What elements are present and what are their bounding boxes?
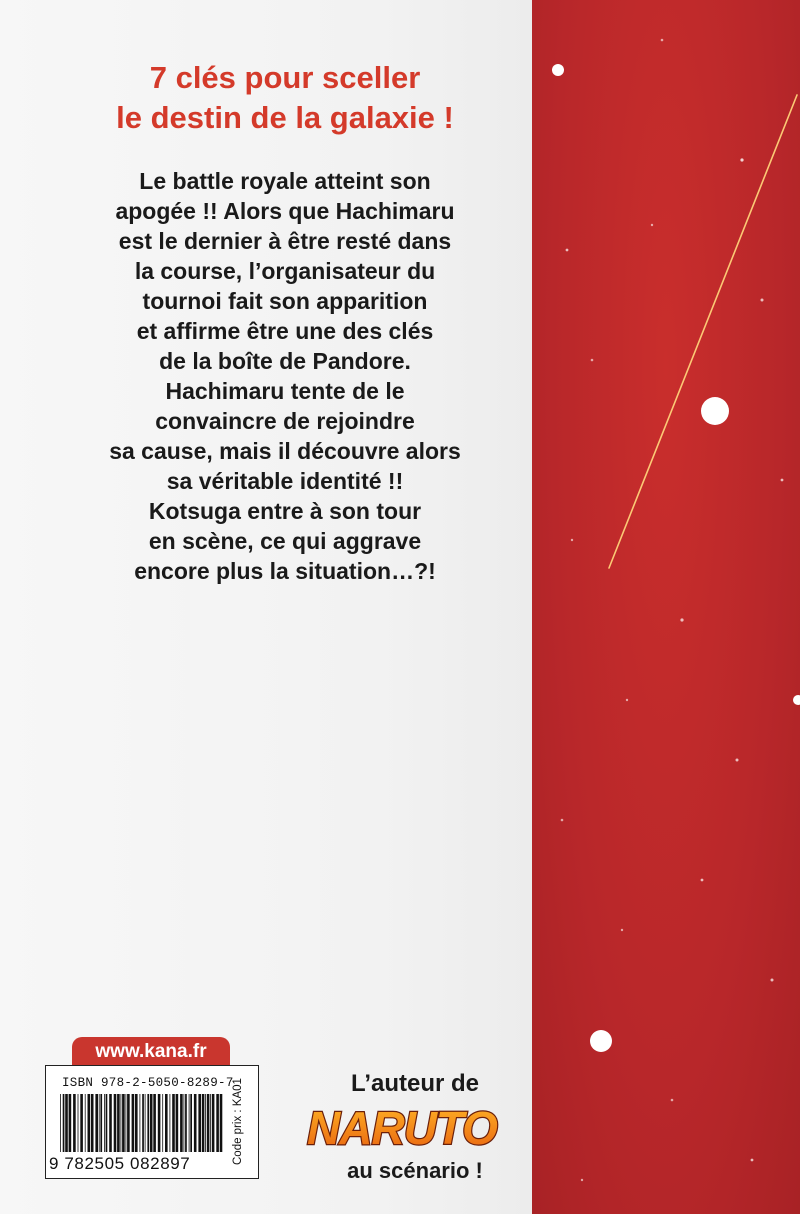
blurb-line: convaincre de rejoindre (155, 408, 415, 434)
barcode-bar (194, 1094, 197, 1152)
blurb-line: la course, l’organisateur du (134, 258, 436, 284)
author-line: L’auteur de (350, 1070, 480, 1097)
star (661, 39, 664, 42)
barcode-bar (60, 1094, 61, 1152)
blurb-line: encore plus la situation…?! (134, 558, 436, 584)
starfield-panel (532, 0, 800, 1214)
headline-line: le destin de la galaxie ! (116, 100, 454, 135)
barcode-bar (121, 1094, 122, 1152)
barcode-bar (140, 1094, 141, 1152)
barcode-bar (172, 1094, 175, 1152)
naruto-logo-text: NARUTO (307, 1102, 497, 1154)
barcode-bar (176, 1094, 179, 1152)
barcode-bar (69, 1094, 72, 1152)
barcode-bar (189, 1094, 190, 1152)
blurb-line: est le dernier à être resté dans (118, 228, 452, 254)
star (552, 64, 564, 76)
barcode-bar (210, 1094, 211, 1152)
star (571, 539, 573, 541)
blurb-line: tournoi fait son apparition (142, 288, 428, 314)
barcode-bar (165, 1094, 168, 1152)
star (771, 979, 774, 982)
barcode-bar (63, 1094, 65, 1152)
barcode-bar (162, 1094, 163, 1152)
synopsis-blurb (30, 166, 540, 586)
star (761, 299, 764, 302)
barcode-bar (158, 1094, 161, 1152)
blurb-line: en scène, ce qui aggrave (148, 528, 422, 554)
barcode-bar (216, 1094, 219, 1152)
blurb-line: Hachimaru tente de le (165, 378, 405, 404)
star (736, 759, 739, 762)
barcode-bar (180, 1094, 183, 1152)
blurb-line: sa véritable identité !! (166, 468, 404, 494)
blurb-line: et affirme être une des clés (136, 318, 434, 344)
starfield-art (532, 0, 800, 1214)
blurb-line: Le battle royale atteint son (139, 168, 431, 194)
planet (590, 1030, 612, 1052)
barcode-bar (202, 1094, 205, 1152)
barcode-bar (190, 1094, 192, 1152)
naruto-logo (300, 1094, 505, 1158)
barcode-bar (106, 1094, 108, 1152)
headline-line: 7 clés pour sceller (149, 60, 421, 95)
barcode-bar (132, 1094, 135, 1152)
star (793, 695, 800, 705)
blurb-line: apogée !! Alors que Hachimaru (115, 198, 455, 224)
publisher-url: www.kana.fr (72, 1037, 230, 1067)
barcode-bar (207, 1094, 210, 1152)
barcode-bar (122, 1094, 125, 1152)
star (561, 819, 564, 822)
blurb-line: sa cause, mais il découvre alors (109, 438, 461, 464)
barcode-bar (153, 1094, 156, 1152)
isbn-text: ISBN 978-2-5050-8289-7 (62, 1076, 234, 1090)
barcode-bar (170, 1094, 171, 1152)
star (671, 1099, 674, 1102)
star (591, 359, 594, 362)
shooting-star (609, 95, 797, 568)
star (701, 879, 704, 882)
star (740, 158, 743, 161)
barcode-bar (85, 1094, 86, 1152)
barcode-bar (91, 1094, 94, 1152)
barcode-bar (99, 1094, 100, 1152)
barcode-bar (185, 1094, 187, 1152)
barcode-digits: 9 782505 082897 (49, 1154, 191, 1173)
blurb-line: Kotsuga entre à son tour (148, 498, 422, 524)
barcode-bar (100, 1094, 102, 1152)
barcode-bar (198, 1094, 201, 1152)
price-code: Code prix : KA01 (232, 1078, 244, 1166)
star (781, 479, 784, 482)
barcode-bars (58, 1094, 228, 1152)
star (621, 929, 623, 931)
barcode-bar (88, 1094, 91, 1152)
star (581, 1179, 583, 1181)
star (680, 618, 683, 621)
barcode-bar (80, 1094, 83, 1152)
barcode-bar (145, 1094, 146, 1152)
barcode-bar (147, 1094, 149, 1152)
barcode-bar (104, 1094, 105, 1152)
barcode-bar (205, 1094, 206, 1152)
barcode-bar (78, 1094, 79, 1152)
headline (30, 58, 540, 138)
barcode-bar (109, 1094, 112, 1152)
barcode-bar (95, 1094, 98, 1152)
barcode-bar (220, 1094, 223, 1152)
barcode-bar (114, 1094, 117, 1152)
star (626, 699, 628, 701)
barcode-bar (65, 1094, 68, 1152)
barcode-bar (126, 1094, 127, 1152)
barcode-bar (212, 1094, 215, 1152)
barcode-bar (73, 1094, 76, 1152)
star (566, 249, 569, 252)
barcode-bar (184, 1094, 185, 1152)
star (751, 1159, 754, 1162)
barcode-bar (127, 1094, 130, 1152)
barcode-bar (150, 1094, 153, 1152)
barcode-bar (135, 1094, 138, 1152)
barcode-bar (142, 1094, 144, 1152)
star (651, 224, 653, 226)
blurb-line: de la boîte de Pandore. (159, 348, 411, 374)
barcode-block (45, 1065, 259, 1179)
scenario-line: au scénario ! (347, 1158, 483, 1183)
planet (701, 397, 729, 425)
barcode-bar (117, 1094, 120, 1152)
